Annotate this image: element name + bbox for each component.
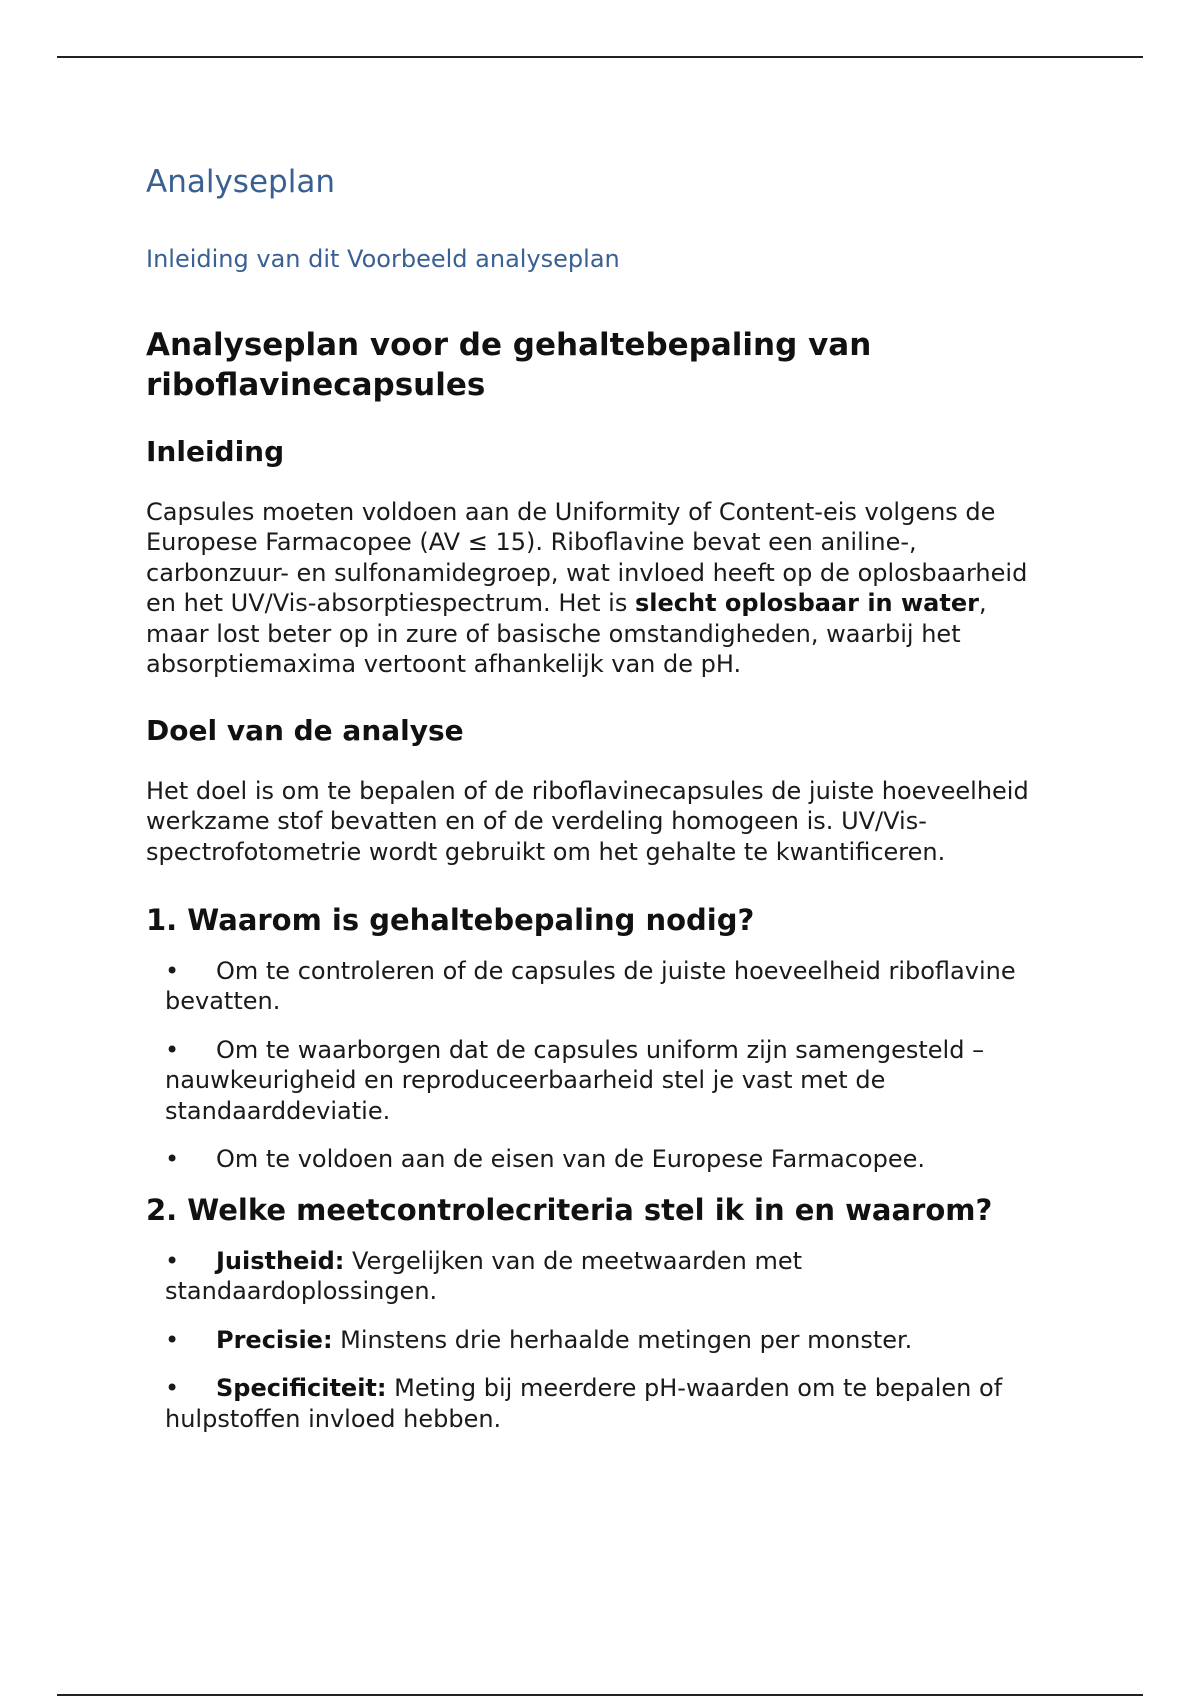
bullet-icon: • <box>165 1145 180 1174</box>
intro-heading: Inleiding <box>146 435 285 469</box>
criterion-text: Vergelijken van de meetwaarden met standaardoplossingen. <box>165 1246 803 1306</box>
goal-heading: Doel van de analyse <box>146 713 464 747</box>
intro-text-end: , maar lost beter op in zure of basische omstandigheden, waarbij het absorptiemaxima vertoont afhankelijk van de pH. <box>146 589 987 679</box>
list-item <box>165 956 1046 1017</box>
bullet-icon: • <box>165 956 180 985</box>
criterion-label: Juistheid: <box>216 1246 345 1275</box>
section2-list <box>146 1246 1046 1435</box>
criterion-label: Specificiteit: <box>216 1374 387 1403</box>
list-item <box>165 1325 1046 1356</box>
intro-text-start: Capsules moeten voldoen aan de Uniformity of Content-eis volgens de Europese Farmacopee (AV ≤ 15). Riboflavine bevat een aniline-, carbonzuur- en sulfonamidegroep, wat invloed heeft op de oplosbaarheid en het UV/Vis-absorptiespectrum. Het is <box>146 497 1028 618</box>
goal-paragraph: Het doel is om te bepalen of de riboflavinecapsules de juiste hoeveelheid werkzame stof bevatten en of de verdeling homogeen is. UV/Vis-spectrofotometrie wordt gebruikt om het gehalte te kwantificeren. <box>146 776 1029 866</box>
intro-paragraph <box>146 497 1046 680</box>
list-item <box>165 1373 1046 1434</box>
section2-heading: 2. Welke meetcontrolecriteria stel ik in en waarom? <box>146 1192 993 1227</box>
criterion-text: Meting bij meerdere pH-waarden om te bepalen of hulpstoffen invloed hebben. <box>165 1374 1003 1433</box>
section1-heading: 1. Waarom is gehaltebepaling nodig? <box>146 903 755 938</box>
bullet-icon: • <box>165 1035 180 1064</box>
document-body <box>146 164 1046 1452</box>
section1-list <box>146 956 1046 1175</box>
document-title: Analyseplan <box>146 164 335 200</box>
document-subtitle: Inleiding van dit Voorbeeld analyseplan <box>146 245 620 274</box>
list-item-text: Om te waarborgen dat de capsules uniform zijn samengesteld – nauwkeurigheid en reproduceerbaarheid stel je vast met de standaarddeviatie. <box>165 1035 985 1125</box>
list-item-text: Om te voldoen aan de eisen van de Europese Farmacopee. <box>216 1145 925 1174</box>
list-item <box>165 1246 1046 1307</box>
bottom-rule <box>57 1694 1143 1696</box>
bullet-icon: • <box>165 1325 180 1354</box>
list-item <box>165 1144 1046 1175</box>
list-item <box>165 1035 1046 1127</box>
criterion-text: Minstens drie herhaalde metingen per monster. <box>332 1325 913 1354</box>
list-item-text: Om te controleren of de capsules de juiste hoeveelheid riboflavine bevatten. <box>165 956 1016 1016</box>
bullet-icon: • <box>165 1246 180 1275</box>
top-rule <box>57 56 1143 58</box>
bullet-icon: • <box>165 1374 180 1403</box>
intro-bold-text: slecht oplosbaar in water <box>634 589 979 618</box>
criterion-label: Precisie: <box>216 1325 333 1354</box>
main-heading: Analyseplan voor de gehaltebepaling van riboflavinecapsules <box>146 326 872 403</box>
